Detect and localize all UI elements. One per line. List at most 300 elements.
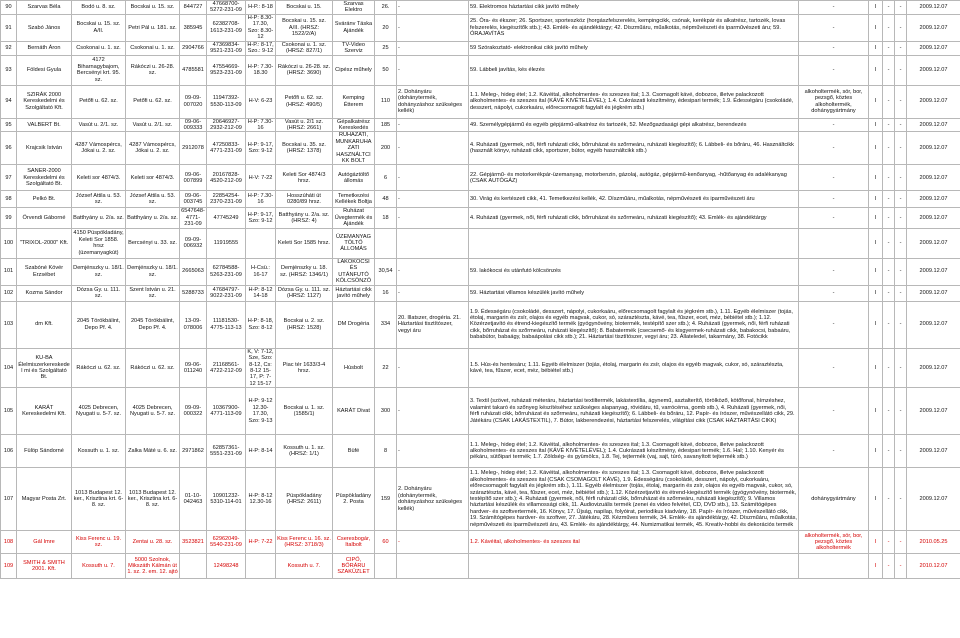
mailing-address: 5000 Szolnok, Mikszáth Kálmán út 1. sz. 2. em. 12. ajtó (126, 554, 180, 579)
excise-goods: - (799, 1, 869, 15)
status-mark: I (869, 258, 883, 285)
flag-b: - (895, 41, 907, 55)
shop-address: Dózsa Gy. u. 111. sz. (HRSZ: 1127) (276, 285, 333, 301)
flag-b: - (895, 301, 907, 348)
product-categories: 1.1. Meleg-, hideg étel; 1.2. Kávéital, alkoholmentes- és szeszes ital; 1.3. Csomagolt kávé, dobozos, illetve palackozott alkoholmentes- és szeszes ital (CSAK CSOMAGOLT KÁVÉ), 1.9. Édességáru (csokoládé, desszert, nápolyi, cukorkaáru, előrecsomagolt fagylalt és jégkrém stb.), 1.11. Egyéb élelmiszer (tojás, étolaj, margarin és zsír, olajos és egyéb magvak, cukor, só, száraztészta, kávé, tea, fűszer, ecet, méz, bébiétel stb.); 1.12. Közérzetjavító és étrend-kiegészítő termék (gyógynövény, biotermék, testépítő szer stb.); 4. Ruházati (gyermek, női, férfi ruházati cikk, bőrruházat és szőrmeáru, ruházati kiegészítő); 9. Villamos háztartási készülék és villamossági cikk, 11. Audiovizuális termék (zenei és video felvétel, CD, DVD stb.), 13. Számítógépes hardver- és szoftvertermék, 16. Könyv, 17. Újság, napilap, folyóirat, periodikus kiadvány, 18. Papír- és írószer, művészellátó cikk, 19. Számítógépes hardver- és szoftver, 27. Játékáru, 28. Kézműves termék, 34. Emlék- és ajándéktárgy, 42. Díszműáru, műalkotás, népművészeti és iparművészeti áru, 43. Emlék- és ajándéktárgy, 44. Numizmatikai termék, 45. Kreatív-hobbi és dekorációs termék (469, 468, 799, 531)
shop-name: Autógáztöltő állomás (333, 165, 375, 191)
excise-goods: - (799, 14, 869, 41)
row-number: 92 (1, 41, 17, 55)
row-number: 91 (1, 14, 17, 41)
excise-goods: - (799, 165, 869, 191)
floor-area: 25 (375, 41, 397, 55)
excise-goods: - (799, 388, 869, 435)
operator-name: KARÁT Kereskedelmi Kft. (17, 388, 72, 435)
table-row (1, 208, 960, 228)
status-mark: I (869, 1, 883, 15)
registration-date: 2009.12.07 (907, 118, 960, 132)
table-row (1, 258, 960, 285)
shop-name: TV-Video Szerviz (333, 41, 375, 55)
flag-a: - (883, 285, 895, 301)
mailing-address: Szent István u. 21. sz. (126, 285, 180, 301)
table-row (1, 191, 960, 208)
operator-name: Fülöp Sándorné (17, 435, 72, 468)
shop-address: Demjénszky u. 18. sz. (HRSZ: 1346/1) (276, 258, 333, 285)
row-number: 100 (1, 228, 17, 258)
flag-b: - (895, 208, 907, 228)
status-mark: I (869, 435, 883, 468)
flag-b: - (895, 554, 907, 579)
product-categories: 4. Ruházati (gyermek, női, férfi ruházati cikk, bőrruházat és szőrmeáru, ruházati kiegészítő); 6. Lábbeli- és bőráru, 46. Használtcikk (használt könyv, ruházati cikk, sportszer, bútor, egyéb használtcikk stb.) (469, 132, 799, 165)
registration-date: 2009.12.07 (907, 285, 960, 301)
registration-id: 6547648-4771-231-09 (181, 208, 205, 228)
registered-address: József Attila u. 53. sz. (72, 191, 126, 208)
mailing-address: József Attila u. 53. sz. (126, 191, 180, 208)
table-row (1, 285, 960, 301)
shop-name: RUHÁZATI, MUNKARUHA ZATI HASZNÁLTCI KK BOLT (333, 132, 375, 165)
registered-address: Vasút u. 2/1. sz. (72, 118, 126, 132)
shop-name: DM Drogéria (333, 301, 375, 348)
registration-id: 844727 (180, 1, 207, 15)
registration-id: 4785581 (180, 55, 207, 85)
flag-a: - (883, 258, 895, 285)
flag-b: - (895, 388, 907, 435)
table-row (1, 435, 960, 468)
tax-number: 47369834-9521-231-09 (207, 41, 246, 55)
product-categories: 59. Háztartási villamos készülék javító műhely (469, 285, 799, 301)
registration-date: 2009.12.07 (907, 388, 960, 435)
floor-area: 159 (375, 468, 397, 531)
flag-b: - (895, 531, 907, 554)
flag-a: - (883, 468, 895, 531)
tax-number: 10367900-4771-113-09 (207, 388, 246, 435)
tax-number: 47668700-5272-231-09 (207, 1, 246, 15)
shop-address: Bocskai u. 35. sz. (HRSZ: 1378) (276, 132, 333, 165)
flag-a: - (883, 228, 895, 258)
floor-area: 8 (375, 435, 397, 468)
product-categories (469, 228, 799, 258)
tax-number: 62962049-5540-231-09 (207, 531, 246, 554)
table-row (1, 1, 960, 15)
shop-name: Háztartási cikk javító műhely (333, 285, 375, 301)
registration-id: 3523821 (180, 531, 207, 554)
flag-b: - (895, 1, 907, 15)
shop-name: Püspökladány 2. Posta (333, 468, 375, 531)
tax-number: 47250833-4771-231-09 (207, 132, 246, 165)
excise-goods: alkoholtermék, sör, bor, pezsgő, köztes alkoholtermék (799, 531, 869, 554)
shop-address: Bocskai u. 1. sz. (1585/1) (276, 388, 333, 435)
opening-hours: H-P: 7-22 (246, 531, 276, 554)
flag-b: - (895, 468, 907, 531)
floor-area: 50 (375, 55, 397, 85)
row-number: 98 (1, 191, 17, 208)
mailing-address: Vasút u. 2/1. sz. (126, 118, 180, 132)
product-group-primary: - (397, 118, 469, 132)
mailing-address: 2045 Törökbálint, Depo Pf. 4. (126, 301, 180, 348)
row-number: 109 (1, 554, 17, 579)
opening-hours: H-P: 8-18, Szo: 8-12 (246, 301, 276, 348)
registration-id: 2665063 (180, 258, 207, 285)
excise-goods: - (799, 132, 869, 165)
floor-area: 334 (375, 301, 397, 348)
row-number: 105 (1, 388, 17, 435)
floor-area: 6 (375, 165, 397, 191)
excise-goods: - (799, 348, 869, 387)
row-number: 90 (1, 1, 17, 15)
product-group-primary: - (397, 348, 469, 387)
row-number: 94 (1, 85, 17, 118)
product-categories: 1.1. Meleg-, hideg étel; 1.2. Kávéital, alkoholmentes- és szeszes ital; 1.3. Csomagolt kávé, dobozos, illetve palackozott alkoholmentes- és szeszes ital (KÁVÉ KIVÉTELÉVEL); 1.4. Cukrászati készítmény, édesipari termék; 1.6. Hal; 1.10. Kenyér és pékáru, sütőipari termék; 1.7. Zöldség- és gyümölcs, 1.8. Tej, tejtermék (vaj, sajt, túró, savanyított tejtermék stb.) (469, 435, 799, 468)
row-number: 102 (1, 285, 17, 301)
status-mark: I (869, 554, 883, 579)
registered-address: Bocskai u. 15. sz. A/II. (72, 14, 126, 41)
shop-name: Temetkezési Kellékek Boltja (333, 191, 375, 208)
registration-date: 2009.12.07 (907, 435, 960, 468)
shop-address: Piac tér 1633/3-4 hrsz. (276, 348, 333, 387)
product-group-primary: - (397, 14, 469, 41)
status-mark: I (869, 41, 883, 55)
opening-hours (246, 228, 276, 258)
status-mark: I (869, 191, 883, 208)
opening-hours: H-P: 9-17, Szo: 9-12 (246, 208, 276, 228)
product-categories: 59. lakókocsi és utánfutó kölcsönzés (469, 258, 799, 285)
shop-address: Keleti Sor 1585 hrsz. (276, 228, 333, 258)
registered-address: Kossuth u. 7. (72, 554, 126, 579)
registered-address: Rákóczi u. 62. sz. (72, 348, 126, 387)
shop-address: Vasút u. 2/1 sz.(HRSZ: 2661) (276, 118, 333, 132)
row-number: 97 (1, 165, 17, 191)
registered-address: Keleti sor 4874/3. (72, 165, 126, 191)
registration-date: 2009.12.07 (907, 1, 960, 15)
opening-hours: H-P: 7.30-16 (246, 191, 276, 208)
product-categories: 25. Óra- és ékszer; 26. Sportszer, sporteszköz (horgászfelszerelés, kempingcikk, csónak, kerékpár és alkatrész, tartozék, lovas felszerelés, kiegészítők stb.); 43. Emlék- és ajándéktárgy; 42. Díszműáru, műalkotás, népművészeti és iparművészeti áru; 59. ÓRAJAVÍTÁS (469, 14, 799, 41)
shop-address: Püspökladány (HRSZ: 2611) (276, 468, 333, 531)
table-row (1, 554, 960, 579)
product-group-primary: - (397, 1, 469, 15)
registration-id: 2904766 (180, 41, 207, 55)
shop-name: Húsbolt (333, 348, 375, 387)
table-row (1, 228, 960, 258)
product-group-primary: 2. Dohányáru (dohánytermék, dohányzáshoz szükséges kellék) (397, 468, 469, 531)
product-categories: 59. Elektromos háztartási cikk javító műhely (469, 1, 799, 15)
opening-hours: H-P: 7.30-16 (246, 118, 276, 132)
flag-b: - (895, 435, 907, 468)
tax-number: 47684797-9022-231-09 (207, 285, 246, 301)
product-group-primary (397, 554, 469, 579)
product-categories: 59. Lábbeli javítás, kés élezés (469, 55, 799, 85)
product-categories: 49. Személygépjármű és egyéb gépjármű-alkatrész és tartozék, 52. Mezőgazdasági gépi alkatrész, berendezés (469, 118, 799, 132)
shop-address: Keleti Sor 4874/3 hrsz. (276, 165, 333, 191)
excise-goods (799, 228, 869, 258)
product-group-primary (397, 228, 469, 258)
shop-address: Hosszúháti út 0280/89 hrsz. (276, 191, 333, 208)
product-categories: 1.1. Meleg-, hideg étel; 1.2. Kávéital, alkoholmentes- és szeszes ital; 1.3. Csomagolt kávé, dobozos, illetve palackozott alkoholmentes- és szeszes ital (KÁVÉ KIVÉTELÉVEL); 1.4. Cukrászati készítmény, édesipari termék; 1.9. Édességáru (csokoládé, desszert, nápolyi, cukorkaáru, előrecsomagolt fagylalt és jégkrém stb.) (469, 85, 799, 118)
floor-area: 22 (375, 348, 397, 387)
flag-a: - (883, 55, 895, 85)
registration-id: 09-06-011240 (180, 348, 207, 387)
floor-area (375, 228, 397, 258)
operator-name: Gál Imre (17, 531, 72, 554)
row-number: 107 (1, 468, 17, 531)
status-mark: I (869, 132, 883, 165)
registration-date: 2009.12.07 (907, 468, 960, 531)
table-row (1, 388, 960, 435)
flag-a: - (883, 118, 895, 132)
mailing-address: Zentai u. 28. sz. (126, 531, 180, 554)
registered-address: 4150 Püspökladány, Keleti Sor 1858. hrsz (üzemanyagkút) (72, 228, 126, 258)
product-group-primary: - (397, 388, 469, 435)
tax-number: 22854254-2370-231-09 (207, 191, 246, 208)
shop-name: CIPŐ, BŐRÁRU SZAKÜZLET (333, 554, 375, 579)
status-mark: I (869, 165, 883, 191)
product-categories: 3. Textil (szövet, ruházati méteráru, háztartási textiltermék, lakástextília, ágynemű, asztalterítő, törölköző, kötőfonal, hímzéshez, valamint takaró és szőnyeg készítéséhez szükséges alapanyag, rövidáru, tű, varrócérna, gomb stb.), 4. Ruházati (gyermek, női, férfi ruházati cikk, bőrruházat és szőrmeáru, ruházati kiegészítő); 6. Lábbeli- és bőráru, 12. Papír- és írószer, művészellátó cikk, 29. Játékáru (CSAK LAKÁSTEXTIL), 7. Bútor, lakberendezési, háztartási felszerelés, világítási cikk (CSAK HÁZTARTÁSI CIKK) (469, 388, 799, 435)
operator-name: Pelkó Bt. (17, 191, 72, 208)
shop-name: Szarvas Elektro (333, 1, 375, 15)
operator-name: KU-BA Élelmiszerkereskedel mi és Szolgáltató Bt. (17, 348, 72, 387)
product-group-primary: 20. Illatszer, drogéria. 21. Háztartási tisztítószer, vegyi áru (397, 301, 469, 348)
operator-name: Szabóné Kövér Erzsébet (17, 258, 72, 285)
product-categories (469, 554, 799, 579)
floor-area: 200 (375, 132, 397, 165)
registered-address: Csokonai u. 1. sz. (72, 41, 126, 55)
shop-name: Ruházat Üvegtermék és Ajándék (333, 208, 375, 228)
opening-hours: H-P: 9-17, Szo: 9-12 (246, 132, 276, 165)
mailing-address: 4025 Debrecen, Nyugati u. 5-7. sz. (126, 388, 180, 435)
opening-hours: H-P.: 8-17, Szo.: 9-12 (247, 41, 274, 55)
flag-a: - (883, 435, 895, 468)
registration-id: 5288733 (180, 285, 207, 301)
floor-area: 110 (375, 85, 397, 118)
mailing-address: 1013 Budapest 12. ker., Krisztina krt. 6-8. sz. (126, 468, 180, 531)
flag-b: - (895, 85, 907, 118)
shop-address: Petőfi u. 62. sz. (HRSZ: 490/5) (276, 85, 333, 118)
operator-name: Örvendi Gáborné (17, 208, 72, 228)
registration-id: 09-06-009333 (180, 118, 207, 132)
operator-name: Magyar Posta Zrt. (17, 468, 72, 531)
row-number: 101 (1, 258, 17, 285)
shop-name: Büfé (333, 435, 375, 468)
flag-b: - (895, 285, 907, 301)
table-row (1, 85, 960, 118)
flag-b: - (895, 14, 907, 41)
flag-a: - (883, 348, 895, 387)
registered-address: Batthyány u. 2/a. sz. (72, 208, 126, 228)
floor-area (375, 554, 397, 579)
product-group-primary: - (397, 55, 469, 85)
mailing-address: Rákóczi u. 26-28. sz. (126, 55, 180, 85)
opening-hours: H-P: 8-14 (246, 435, 276, 468)
tax-number: 12498248 (207, 554, 246, 579)
operator-name: VALBERT Bt. (17, 118, 72, 132)
status-mark: I (869, 55, 883, 85)
product-group-primary: - (397, 285, 469, 301)
tax-number: 11947392-5530-113-09 (207, 85, 246, 118)
status-mark: I (869, 208, 883, 228)
tax-number: 11919555 (207, 228, 246, 258)
registration-id: 09-06-003745 (180, 191, 207, 208)
product-group-primary: - (397, 435, 469, 468)
flag-a: - (883, 531, 895, 554)
product-categories: 1.5. Hús-és hentesáru; 1.11. Egyéb élelmiszer (tojás, étolaj, margarin és zsír, olajos és egyéb magvak, cukor, só, száraztészta, kávé, tea, fűszer, ecet, méz, bébiétel stb.) (469, 348, 799, 387)
floor-area: 18 (375, 208, 397, 228)
registration-id: 13-09-078006 (180, 301, 207, 348)
registration-date: 2010.05.25 (907, 531, 960, 554)
product-group-primary: 2. Dohányáru (dohánytermék, dohányzáshoz szükséges kellék) (397, 85, 469, 118)
status-mark: I (869, 285, 883, 301)
registered-address: Bodó u. 8. sz. (72, 1, 126, 15)
operator-name: SZIRÁK 2000 Kereskedelmi és Szolgáltató Kft. (17, 85, 72, 118)
registered-address: Kiss Ferenc u. 19. sz. (72, 531, 126, 554)
flag-a: - (883, 554, 895, 579)
flag-b: - (895, 55, 907, 85)
flag-a: - (883, 301, 895, 348)
excise-goods: dohánygyártmány (799, 468, 869, 531)
flag-b: - (895, 165, 907, 191)
opening-hours: H-V: 7-22 (246, 165, 276, 191)
operator-name: Szabó János (17, 14, 72, 41)
mailing-address: Rákóczi u. 62. sz. (126, 348, 180, 387)
excise-goods: - (799, 118, 869, 132)
floor-area: 300 (375, 388, 397, 435)
registered-address: Kossuth u. 1. sz. (72, 435, 126, 468)
table-row (1, 55, 960, 85)
row-number: 104 (1, 348, 17, 387)
registered-address: Demjénszky u. 18/1. sz. (72, 258, 126, 285)
row-number: 95 (1, 118, 17, 132)
mailing-address: Bocskai u. 15. sz. (126, 1, 180, 15)
row-number: 96 (1, 132, 17, 165)
opening-hours: H-P: 8-12 12.30-16 (246, 468, 276, 531)
operator-name: Krajcsik István (17, 132, 72, 165)
floor-area: 20 (375, 14, 397, 41)
product-group-primary: - (397, 132, 469, 165)
shop-address: Csokonai u. 1. sz. (HRSZ: 827/1) (276, 41, 333, 55)
product-categories: 4. Ruházati (gyermek, női, férfi ruházati cikk, bőrruházat és szőrmeáru, ruházati kiegészítő); 43. Emlék- és ajándéktárgy (469, 208, 799, 228)
registered-address: Petőfi u. 62. sz. (72, 85, 126, 118)
floor-area: 60 (375, 531, 397, 554)
flag-b: - (895, 348, 907, 387)
product-categories: 22. Gépjármű- és motorkerékpár-üzemanyag, motorbenzin, gázolaj, autógáz, gépjármű-kenőanyag, -hűtőanyag és adalékanyag (CSAK AUTÓGÁZ) (469, 165, 799, 191)
flag-b: - (895, 132, 907, 165)
registration-date: 2009.12.07 (907, 208, 960, 228)
product-group-primary: - (397, 41, 469, 55)
product-group-primary: - (397, 165, 469, 191)
opening-hours: H-V: 6-23 (246, 85, 276, 118)
registration-date: 2009.12.07 (907, 165, 960, 191)
opening-hours: H-P: 7.30-18.30 (246, 55, 276, 85)
tax-number: 10901232-5310-114-01 (207, 468, 246, 531)
registered-address: Dózsa Gy. u. 111. sz. (72, 285, 126, 301)
mailing-address: 4287 Vámospércs, Jókai u. 2. sz. (126, 132, 180, 165)
row-number: 108 (1, 531, 17, 554)
row-number: 99 (1, 208, 17, 228)
tax-number: 62784588-5263-231-09 (207, 258, 246, 285)
registered-address: 4172 Biharnagybajom, Bercsényi krt. 95. sz. (72, 55, 126, 85)
mailing-address: Petőfi u. 62. sz. (126, 85, 180, 118)
operator-name: Bernáth Áron (17, 41, 72, 55)
flag-a: - (883, 1, 895, 15)
status-mark: I (869, 14, 883, 41)
shop-address: Batthyány u. 2/a. sz. (HRSZ: 4) (276, 208, 333, 228)
tax-number: 62857361-5551-231-09 (207, 435, 246, 468)
mailing-address: Csokonai u. 1. sz. (126, 41, 180, 55)
table-row (1, 165, 960, 191)
registration-date: 2009.12.07 (907, 132, 960, 165)
opening-hours: H-Csü.: 16-17 (246, 258, 276, 285)
registration-id (180, 554, 207, 579)
registration-id: 01-10-042463 (180, 468, 207, 531)
shop-name: Kemping Étterem (333, 85, 375, 118)
status-mark: I (869, 468, 883, 531)
product-categories: 1.9. Édességáru (csokoládé, desszert, nápolyi, cukorkaáru, előrecsomagolt fagylalt és jégkrém stb.), 1.11. Egyéb élelmiszer (tojás, étolaj, margarin és zsír, olajos és egyéb magvak, cukor, só, száraztészta, kávé, tea, fűszer, ecet, méz, bébiétel stb.); 1.12. Közérzetjavító és étrend-kiegészítő termék (gyógynövény, biotermék, testépítő szer stb.); 4. Ruházati (gyermek, női, férfi ruházati cikk, bőrruházat és szőrmeáru, ruházati kiegészítő); 8. Babatermék (csecsemő- és kisgyermek-ruházati cikk, babakocsi, babaáru, bababútor, babaágy, babaápolási cikk stb.); 21. Háztartási tisztítószer, vegyi áru; 23. Állateledel, takarmány, 38. Fotócikk (469, 301, 799, 348)
status-mark: I (869, 531, 883, 554)
excise-goods: - (799, 301, 869, 348)
registration-date: 2009.12.07 (907, 14, 960, 41)
status-mark: I (869, 301, 883, 348)
excise-goods: - (799, 258, 869, 285)
excise-goods: - (799, 285, 869, 301)
status-mark: I (869, 85, 883, 118)
registration-date: 2009.12.07 (907, 258, 960, 285)
shop-address: Kossuth u. 1. sz. (HRSZ: 1/1) (276, 435, 333, 468)
opening-hours: H-P: 8.30-17.30, Szo: 8.30-12 (246, 14, 276, 41)
table-row (1, 132, 960, 165)
registration-date: 2009.12.07 (907, 85, 960, 118)
registered-address: 4287 Vámospércs, Jókai u. 2. sz. (72, 132, 126, 165)
registration-id: 2971862 (180, 435, 207, 468)
excise-goods (799, 554, 869, 579)
shop-name: Cseresbogár, Italbolt (333, 531, 375, 554)
table-row (1, 531, 960, 554)
flag-b: - (895, 191, 907, 208)
tax-number: 21168561-4722-212-09 (207, 348, 246, 387)
registration-date: 2009.12.07 (907, 55, 960, 85)
opening-hours: H-P.: 8-18 (246, 1, 276, 15)
excise-goods: - (799, 41, 869, 55)
shop-name: Cipész műhely (333, 55, 375, 85)
excise-goods: - (799, 435, 869, 468)
product-group-primary: - (397, 191, 469, 208)
shop-address: Bocskai u. 15. (276, 1, 333, 15)
row-number: 103 (1, 301, 17, 348)
opening-hours: H-P: 8-12 14-18 (246, 285, 276, 301)
flag-a: - (883, 41, 895, 55)
status-mark: I (869, 348, 883, 387)
product-group-primary: - (397, 208, 469, 228)
registration-id: 385945 (180, 14, 207, 41)
flag-a: - (883, 85, 895, 118)
status-mark: I (869, 118, 883, 132)
table-row (1, 468, 960, 531)
product-group-primary: - (397, 258, 469, 285)
registered-address: 1013 Budapest 12. ker., Krisztina krt. 6-8. sz. (72, 468, 126, 531)
tax-number: 20646927-2932-212-09 (207, 118, 246, 132)
tax-number: 62382708-1613-231-09 (207, 14, 246, 41)
flag-b: - (895, 118, 907, 132)
flag-a: - (883, 14, 895, 41)
shop-address: Bocskai u. 2. sz. (HRSZ: 1528) (276, 301, 333, 348)
product-categories: 1.2. Kávéital, alkoholmentes- és szeszes ital (469, 531, 799, 554)
mailing-address: Zalka Máté u. 6. sz. (126, 435, 180, 468)
opening-hours: K, V: 7-12, Sze, Szo: 8-12, Cs: 8-12 15-17, P: 7-12 15-17 (247, 348, 274, 387)
tax-number: 20167828-4520-212-09 (207, 165, 246, 191)
registration-id: 2912078 (180, 132, 207, 165)
flag-a: - (883, 165, 895, 191)
flag-a: - (883, 132, 895, 165)
operator-name: dm Kft. (17, 301, 72, 348)
table-row (1, 348, 960, 387)
opening-hours (246, 554, 276, 579)
flag-a: - (883, 208, 895, 228)
